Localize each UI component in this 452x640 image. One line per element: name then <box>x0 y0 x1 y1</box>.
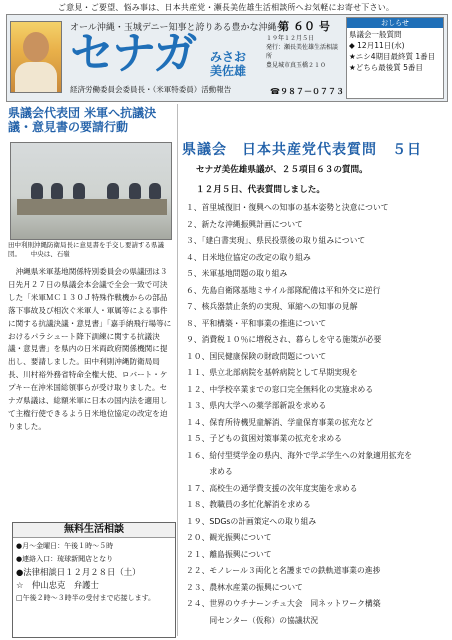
question-item: ２０、観光振興について <box>186 533 272 542</box>
question-item: ２１、離島振興について <box>186 549 272 559</box>
consultation-title: 無料生活相談 <box>13 523 175 538</box>
notice-line: ★ニシ4期目最終質 1番目 <box>349 52 436 61</box>
consultation-line: □午後２時～３時半の受付まで応接します。 <box>16 594 156 602</box>
question-item: 求める <box>186 467 233 476</box>
notice-box <box>346 17 444 99</box>
question-item: ２３、農林水産業の振興について <box>186 582 303 592</box>
issue-number: 第 ６０ 号 <box>278 20 330 33</box>
column-divider <box>177 104 178 636</box>
question-item: ３、「建白書実現」、県民投票後の取り組みについて <box>186 236 366 245</box>
question-item: ５、米軍基地問題の取り組み <box>186 269 288 278</box>
question-item: ４、日米地位協定の改定の取り組み <box>186 252 311 262</box>
question-item: １５、子どもの貧困対策事業の拡充を求める <box>186 434 342 443</box>
right-article-subheading: セナガ美佐雄県議が、２５項目６３の質問。 <box>196 165 368 175</box>
masthead-name-text: みさお 美佐雄 <box>210 50 247 78</box>
consultation-line: ●法律相談日１２月２８日（土） <box>16 567 141 577</box>
consultation-box <box>12 522 176 638</box>
question-item: １、首里城復旧・復興への知事の基本姿勢と決意について <box>186 203 389 212</box>
left-article-paragraph: 沖縄県米軍基地関係特別委員会の県議団は３日先月２７日の県議会本会議で全会一致で可決した「米軍ＭＣ１３０Ｊ特殊作戦機からの部品落下事故及び相次ぐ米軍人・軍属等による事件に関する抗議決議・意見書」「嘉手納飛行場等におけるパラシュート降下訓練に関する抗議決議・意見書」を県内の日米両政府関係機関に提出し、要請しました。田中利則沖縄防衛局局長、川村裕外務省特命全権大使、ロバート・ケプキー在沖米国総領事らが受け取りました。セナガ県議は、総額米軍に日本の国内法を適用して主権行使できるよう日米地位協定の改定を迫りました。 <box>8 267 172 431</box>
question-item: １９、SDGsの計画策定への取り組み <box>186 516 317 526</box>
question-item: ８、平和構築・平和事業の推進について <box>186 318 327 328</box>
portrait-photo <box>10 21 62 93</box>
question-item: １６、給付型奨学金の県内、海外で学ぶ学生への対象適用拡充を <box>186 450 413 460</box>
question-item: １２、中学校卒業までの窓口完全無料化の実施求める <box>186 384 374 394</box>
right-article-title: 県議会 日本共産党代表質問 ５日 <box>182 142 422 158</box>
question-item: ９、消費税１０％に増税され、暮らしを守る施策が必要 <box>186 335 382 344</box>
left-article-headline: 県議会代表団 米軍へ抗議決議・意見書の要請行動 <box>8 106 157 134</box>
consultation-line: ●月～金曜日：午後１時～５時 <box>16 542 114 550</box>
question-item: １８、教職員の多忙化解消を求める <box>186 500 311 509</box>
question-item: １１、県立北部病院を基幹病院として早期実現を <box>186 368 358 377</box>
question-item: ６、先島自衛隊基地ミサイル部隊配備は平和外交に逆行 <box>186 285 381 295</box>
left-article-body <box>8 266 172 434</box>
issue-info <box>266 34 342 70</box>
photo-caption: 田中利則沖縄防衛局長に意見書を手交し要請する県議団。 中央は、石嶺 <box>8 241 164 258</box>
notice-line: ★どちら最後質 5番目 <box>349 63 423 72</box>
phone-number: ☎９８７－０７７３ <box>270 87 344 96</box>
question-list <box>186 200 448 629</box>
question-item: １３、県内大学への薬学部新設を求める <box>186 401 327 410</box>
question-item: ７、核兵器禁止条約の実現、軍縮への知事の見解 <box>186 302 358 311</box>
masthead-catchphrase: オール沖縄・玉城デニー知事と誇りある豊かな沖縄へ <box>70 23 286 33</box>
masthead-brand: セナガ <box>70 28 196 79</box>
question-item: ２、新たな沖縄振興計画について <box>186 219 303 229</box>
consultation-line: ●連絡入口：琉球新聞店となり <box>16 555 114 563</box>
question-item: ２２、モノレール３両化と名護までの鉄軌道事業の進捗 <box>186 566 381 575</box>
issuer-address: 豊見城市真玉橋２１０ <box>266 62 327 69</box>
question-item: １４、保育所待機児童解消、学童保育事業の拡充など <box>186 417 374 427</box>
question-item: １７、高校生の通学費支援の次年度実施を求める <box>186 483 358 493</box>
issue-date: １９年１２月５日 <box>266 35 315 42</box>
right-article-date-line: １２月５日、代表質問しました。 <box>196 185 325 195</box>
question-item: 同センター（仮称）の協議状況 <box>186 615 319 625</box>
consultation-line: ☆ 仲山忠克 弁護士 <box>16 580 99 590</box>
masthead-subtitle: 経済労働委員会委員長・（米軍特委員）活動報告 <box>70 85 232 94</box>
masthead-name <box>210 50 246 78</box>
notice-line: ◆ 12月11日(水) <box>349 41 405 50</box>
notice-line: 県議会一般質問 <box>349 30 402 39</box>
meeting-photo <box>10 142 172 240</box>
question-item: １０、国民健康保険の財政問題について <box>186 351 327 361</box>
notice-title: おしらせ <box>347 18 443 28</box>
top-notice-line: ご意見・ご要望、悩み事は、日本共産党・瀬長美佐雄生活相談所へお気軽にお寄せ下さい。 <box>57 3 395 12</box>
question-item: ２４、世界のウチナーンチュ大会 同ネットワーク構築 <box>186 599 381 608</box>
issuer: 発行：瀬長美佐雄生活相談所 <box>266 44 339 60</box>
